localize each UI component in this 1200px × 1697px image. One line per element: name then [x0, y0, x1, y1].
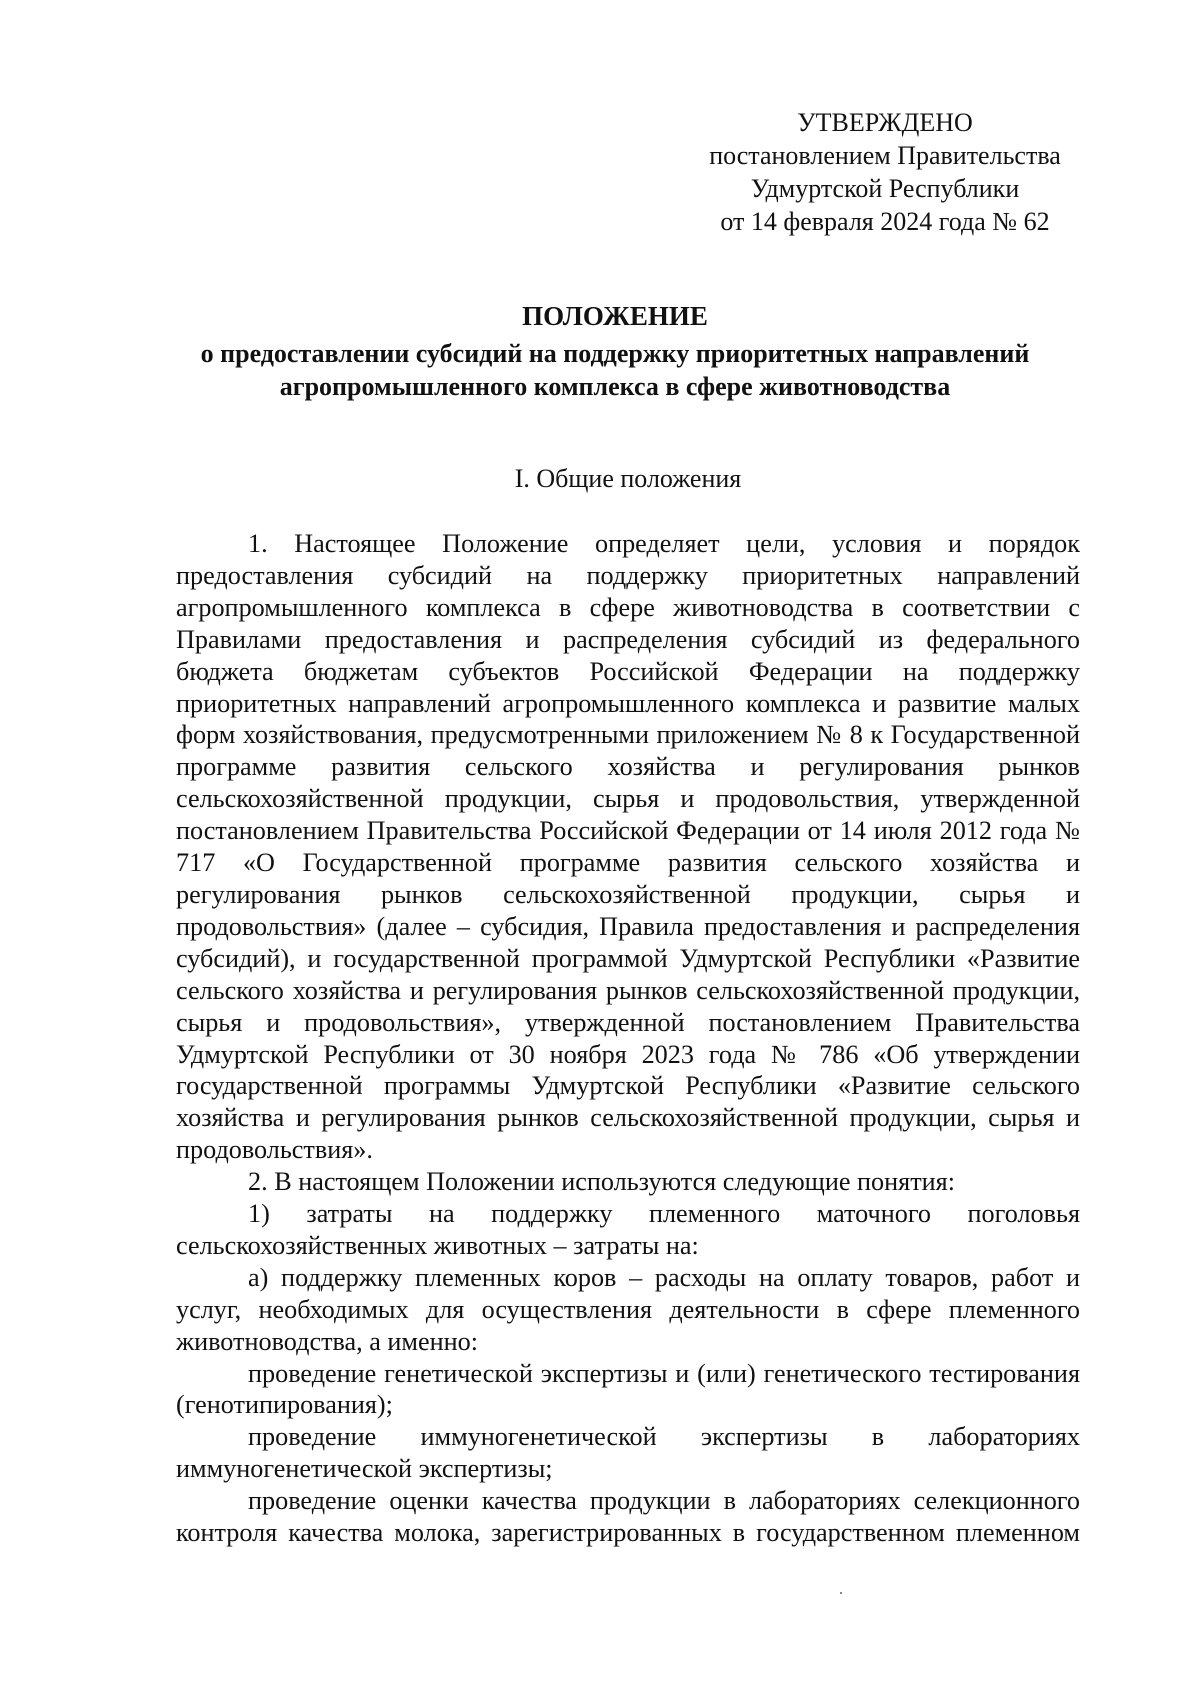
paragraph-2: 2. В настоящем Положении используются следующие понятия: [248, 1167, 955, 1197]
paragraph-1: 1. Настоящее Положение определяет цели, условия и порядок предоставления субсидий на поддержку приоритетных направлений агропромышленного комплекса в сфере животноводства в соответствии с Правилами предоставления и распределения субсидий из федерального бюджета бюджетам субъектов Российской Федерации на поддержку приоритетных направлений агропромышленного комплекса и развитие малых форм хозяйствования, предусмотренными приложением № 8 к Государственной программе развития сельского хозяйства и регулирования рынков сельскохозяйственной продукции, сырья и продовольствия, утвержденной постановлением Правительства Российской Федерации от 14 июля 2012 года № 717 «О Государственной программе развития сельского хозяйства и регулирования рынков сельскохозяйственной продукции, сырья и продовольствия» (далее – субсидия, Правила предоставления и распределения субсидий), и государственной программой Удмуртской Республики «Развитие сельского хозяйства и регулирования рынков сельскохозяйственной продукции, сырья и продовольствия», утвержденной постановлением Правительства Удмуртской Республики от 30 ноября 2023 года № 786 «Об утверждении государственной программы Удмуртской Республики «Развитие сельского хозяйства и регулирования рынков сельскохозяйственной продукции, сырья и продовольствия». [176, 529, 1080, 1165]
paragraph-5: проведение генетической экспертизы и (или) генетического тестирования (генотипирования); [176, 1358, 1080, 1420]
title-line-2: агропромышленного комплекса в сфере животноводства [279, 372, 951, 401]
approval-line-3: Удмуртской Республики [750, 174, 1020, 203]
approval-line-1: УТВЕРЖДЕНО [797, 108, 973, 137]
title-heading: ПОЛОЖЕНИЕ [522, 301, 708, 331]
document-title [150, 300, 1080, 403]
paragraph-4: а) поддержку племенных коров – расходы на оплату товаров, работ и услуг, необходимых для осуществления деятельности в сфере племенного животноводства, а именно: [176, 1262, 1080, 1356]
body-text [176, 528, 1080, 1549]
title-line-1: о предоставлении субсидий на поддержку приоритетных направлений [200, 339, 1030, 368]
approval-line-4: от 14 февраля 2024 года № 62 [720, 207, 1050, 236]
approval-stamp [690, 106, 1080, 238]
paragraph-7: проведение оценки качества продукции в лабораториях селекционного контроля качества молока, зарегистрированных в государственном племенном [176, 1486, 1080, 1548]
paragraph-6: проведение иммуногенетической экспертизы в лабораториях иммуногенетической экспертизы; [176, 1422, 1080, 1484]
approval-line-2: постановлением Правительства [709, 141, 1061, 170]
scan-mark [840, 1592, 842, 1594]
paragraph-3: 1) затраты на поддержку племенного маточного поголовья сельскохозяйственных животных – затраты на: [176, 1199, 1080, 1260]
section-heading: I. Общие положения [514, 464, 742, 493]
